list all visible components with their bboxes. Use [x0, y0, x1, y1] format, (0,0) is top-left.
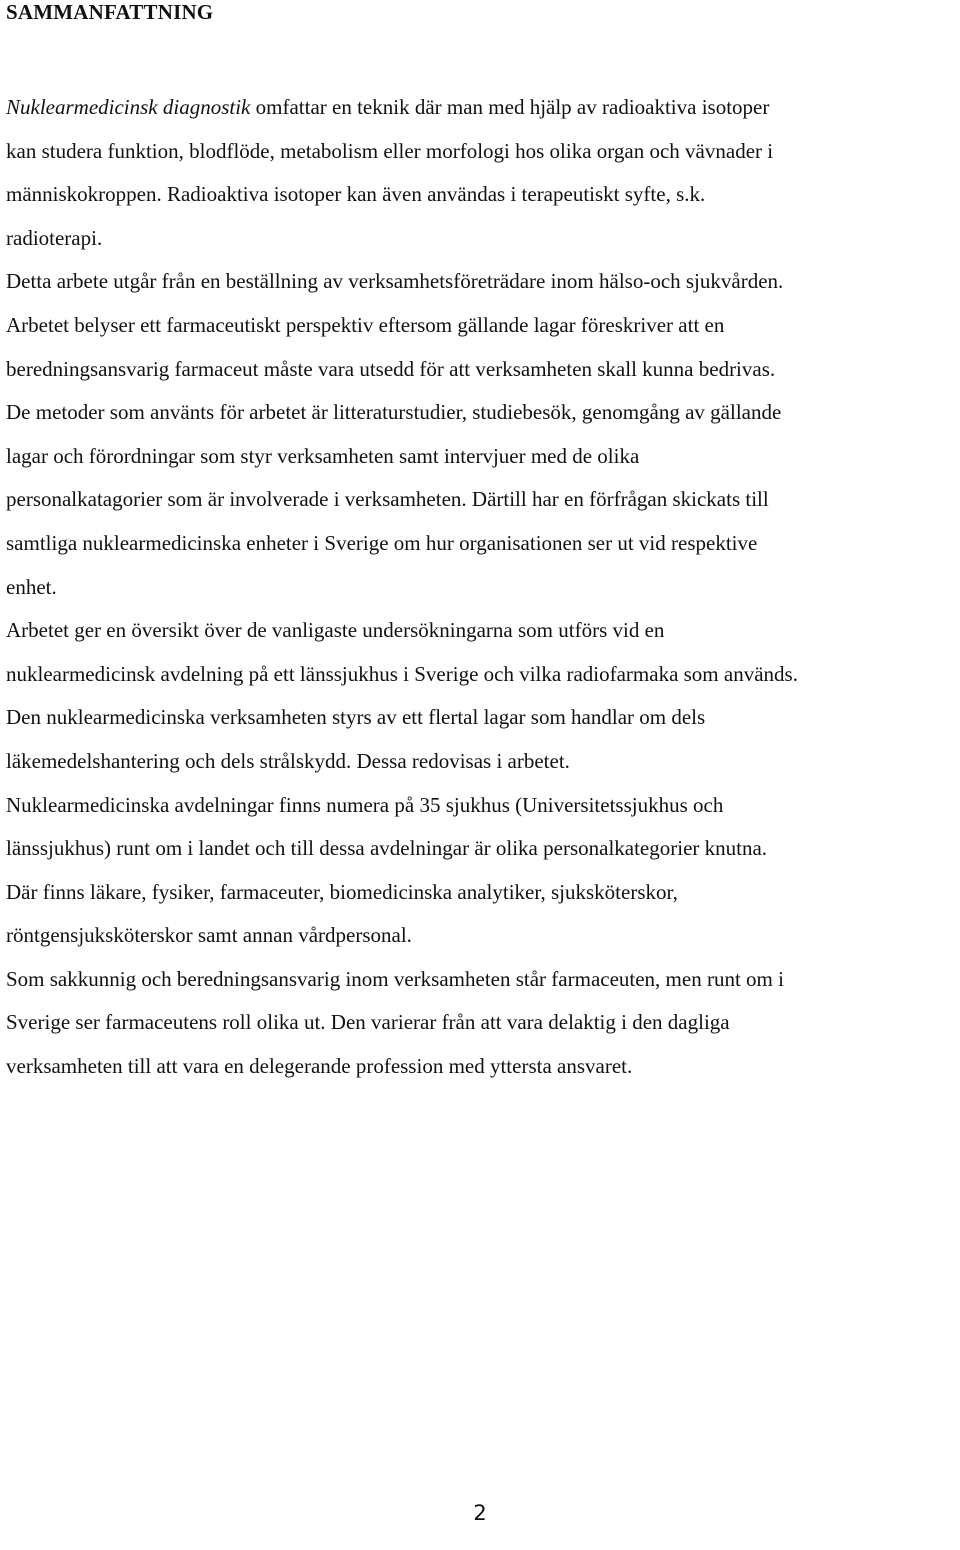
summary-body	[6, 86, 958, 1089]
text-line: enhet.	[6, 574, 57, 599]
section-heading: SAMMANFATTNING	[6, 0, 214, 24]
text-line: röntgensjuksköterskor samt annan vårdpersonal.	[6, 923, 412, 948]
text-line: länssjukhus) runt om i landet och till dessa avdelningar är olika personalkategorier knutna.	[6, 836, 768, 861]
text-line: Detta arbete utgår från en beställning av verksamhetsföreträdare inom hälso-och sjukvården.	[6, 269, 784, 294]
document-page	[6, 0, 958, 1089]
text-line: Där finns läkare, fysiker, farmaceuter, biomedicinska analytiker, sjuksköterskor,	[6, 879, 678, 904]
text-line: nuklearmedicinsk avdelning på ett länssjukhus i Sverige och vilka radiofarmaka som används.	[6, 661, 798, 686]
text-line: Arbetet belyser ett farmaceutiskt perspektiv eftersom gällande lagar föreskriver att en	[6, 312, 725, 337]
text-line: radioterapi.	[6, 225, 103, 250]
text-line: Nuklearmedicinska avdelningar finns numera på 35 sjukhus (Universitetssjukhus och	[6, 792, 724, 817]
text-line: Som sakkunnig och beredningsansvarig inom verksamheten står farmaceuten, men runt om i	[6, 966, 784, 991]
text-line: personalkatagorier som är involverade i verksamheten. Därtill har en förfrågan skickats till	[6, 487, 769, 512]
text-line: verksamheten till att vara en delegerande profession med yttersta ansvaret.	[6, 1054, 633, 1079]
text-line	[6, 86, 958, 130]
text-line: Arbetet ger en översikt över de vanligaste undersökningarna som utförs vid en	[6, 618, 665, 643]
text-line-rest: omfattar en teknik där man med hjälp av radioaktiva isotoper	[250, 95, 770, 119]
text-line: människokroppen. Radioaktiva isotoper kan även användas i terapeutiskt syfte, s.k.	[6, 182, 706, 207]
text-line: läkemedelshantering och dels strålskydd. Dessa redovisas i arbetet.	[6, 748, 570, 773]
text-line: beredningsansvarig farmaceut måste vara utsedd för att verksamheten skall kunna bedrivas.	[6, 356, 776, 381]
page-number: 2	[473, 1501, 487, 1525]
text-line: lagar och förordningar som styr verksamheten samt intervjuer med de olika	[6, 443, 640, 468]
emphasized-term: Nuklearmedicinsk diagnostik	[6, 95, 251, 119]
text-line: samtliga nuklearmedicinska enheter i Sverige om hur organisationen ser ut vid respektive	[6, 530, 758, 555]
text-line: Den nuklearmedicinska verksamheten styrs av ett flertal lagar som handlar om dels	[6, 705, 706, 730]
text-line: De metoder som använts för arbetet är litteraturstudier, studiebesök, genomgång av gällande	[6, 400, 782, 425]
text-line: Sverige ser farmaceutens roll olika ut. Den varierar från att vara delaktig i den dagliga	[6, 1010, 730, 1035]
text-line: kan studera funktion, blodflöde, metabolism eller morfologi hos olika organ och vävnader i	[6, 138, 774, 163]
